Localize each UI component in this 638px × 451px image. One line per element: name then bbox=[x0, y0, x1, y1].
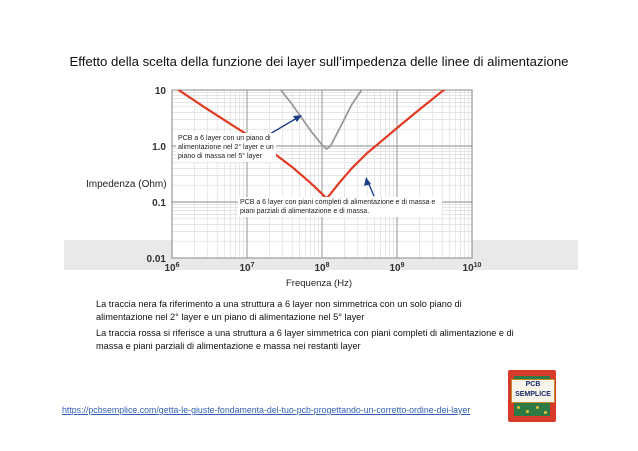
y-tick-label: 1.0 bbox=[152, 142, 166, 153]
y-tick-label: 0.1 bbox=[152, 198, 166, 209]
x-tick-label: $10^6$ bbox=[164, 262, 180, 274]
slide-title: Effetto della scelta della funzione dei layer sull’impedenza delle linee di alimentazione bbox=[69, 54, 569, 69]
x-tick-label: $10^9$ bbox=[389, 262, 405, 274]
x-tick-label: $10^7$ bbox=[239, 262, 255, 274]
x-tick-label: $10^{10}$ bbox=[462, 262, 482, 274]
x-axis-label: Frequenza (Hz) bbox=[282, 277, 356, 290]
x-tick-label: $10^8$ bbox=[314, 262, 330, 274]
annotation-black-trace: PCB a 6 layer con un piano di alimentazione nel 2° layer e un piano di massa nel 5° layer bbox=[176, 133, 276, 162]
y-axis-label: Impedenza (Ohm) bbox=[86, 179, 167, 190]
note-black-trace: La traccia nera fa riferimento a una struttura a 6 layer non simmetrica con un solo piano di alimentazione nel 2° layer e un piano di alimentazione nel 5° layer bbox=[96, 299, 462, 322]
note-red-trace: La traccia rossa si riferisce a una struttura a 6 layer simmetrica con piani completi di alimentazione e di massa e piani parziali di alimentazione e massa nei restanti layer bbox=[96, 328, 514, 351]
source-link[interactable]: https://pcbsemplice.com/getta-le-giuste-fondamenta-del-tuo-pcb-progettando-un-corretto-ordine-dei-layer bbox=[62, 405, 471, 415]
y-tick-label: 0.01 bbox=[146, 254, 166, 265]
logo-line-2: SEMPLICE bbox=[515, 391, 551, 398]
logo-line-1: PCB bbox=[525, 381, 541, 388]
y-tick-labels bbox=[147, 86, 167, 265]
annotation-red-trace: PCB a 6 layer con piani completi di alimentazione e di massa e piani parziali di alimentazione e di massa. bbox=[238, 197, 442, 217]
pcb-semplice-logo bbox=[508, 370, 556, 422]
y-tick-label: 10 bbox=[154, 86, 166, 97]
